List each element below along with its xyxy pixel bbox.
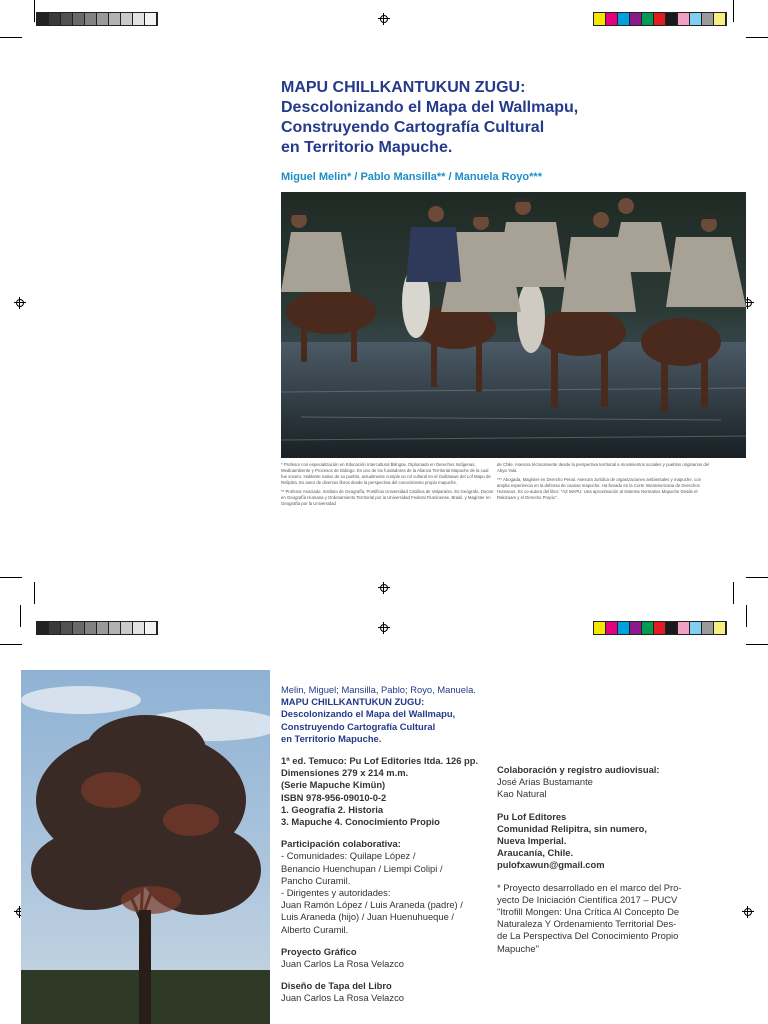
participation-line: - Comunidades: Quilape López / [281, 850, 416, 862]
publisher-name: Pu Lof Editores [497, 810, 567, 822]
color-swatch [642, 13, 654, 25]
project-note-line: Mapuche" [497, 942, 539, 954]
gray-swatch [73, 13, 85, 25]
color-swatch [642, 622, 654, 634]
participation-line: Benancio Huenchupan / Liempi Colipi / [281, 862, 443, 874]
footnote: *** Abogada, Magíster en Derecho Penal. Asesora Jurídica de organizaciones ambientales y mapuche, con amplia experiencia en la defensa de causas mapuche. Ha llevado en la Corte Interamericana de Derechos Humanos. Es co-autora del libro: "AZ MAPU: Una aproximación al Sistema Normativo Mapuche Desde el Rakizuam y el Derecho Propio". [497, 477, 701, 500]
footnote: ** Profesor Asociado, Instituto de Geografía, Pontificia Universidad Católica de Valparaíso. Es Geógrafo, Doctor en Geografía Humana y Ordenamiento Territorial por la Universidad Federal Fluminense, Brasil, y Magíster en Geografía por la Universidad [281, 489, 494, 506]
collaboration-line: José Arias Bustamante [497, 776, 593, 788]
footnotes-left-column [281, 462, 495, 510]
crop-mark [746, 605, 747, 627]
cover-design-name: Juan Carlos La Rosa Velazco [281, 992, 404, 1004]
project-note-line: "Itrofill Mongen: Una Crítica Al Concepto De [497, 906, 680, 918]
gray-swatch [37, 622, 49, 634]
crop-mark [746, 577, 768, 578]
project-note-line: Naturaleza Y Ordenamiento Territorial Des- [497, 918, 677, 930]
crop-mark [733, 0, 734, 22]
gray-swatch [133, 622, 145, 634]
participation-line: Pancho Curamil. [281, 874, 351, 886]
crop-mark [746, 644, 768, 645]
gray-swatch [145, 13, 157, 25]
color-swatch [654, 13, 666, 25]
gray-swatch [121, 622, 133, 634]
article-title-line: Descolonizando el Mapa del Wallmapu, [281, 99, 579, 116]
color-swatch [690, 13, 702, 25]
bibliographic-record [281, 684, 481, 1005]
publisher-line: Araucanía, Chile. [497, 847, 574, 859]
color-swatch [702, 13, 714, 25]
crop-mark [20, 605, 21, 627]
color-swatch [666, 13, 678, 25]
gray-swatch [61, 13, 73, 25]
credits-authors: Melin, Miguel; Mansilla, Pablo; Royo, Manuela. [281, 684, 476, 695]
color-swatch [618, 13, 630, 25]
gray-swatch [37, 13, 49, 25]
crop-mark [746, 37, 768, 38]
color-swatch [666, 622, 678, 634]
color-swatch [606, 13, 618, 25]
color-swatch [714, 13, 726, 25]
graphic-design-heading: Proyecto Gráfico [281, 945, 357, 957]
crop-mark [0, 577, 22, 578]
gray-swatch [97, 13, 109, 25]
gray-swatch [133, 13, 145, 25]
article-title-line: MAPU CHILLKANTUKUN ZUGU: [281, 79, 526, 96]
color-swatch [594, 622, 606, 634]
footnotes-right-column [497, 462, 711, 504]
project-note-line: yecto De Iniciación Científica 2017 – PUCV [497, 893, 678, 905]
article-authors: Miguel Melin* / Pablo Mansilla** / Manuela Royo*** [281, 171, 542, 183]
color-calibration-bar [593, 12, 727, 26]
article-title-line: Construyendo Cartografía Cultural [281, 119, 545, 136]
registration-mark-icon [742, 906, 754, 918]
grayscale-calibration-bar [36, 12, 158, 26]
color-swatch [618, 622, 630, 634]
horse-riders-photo [281, 192, 746, 458]
gray-swatch [109, 622, 121, 634]
color-swatch [594, 13, 606, 25]
publisher-column [497, 764, 717, 955]
color-swatch [702, 622, 714, 634]
color-calibration-bar-lower [593, 621, 727, 635]
edition-line: ISBN 978-956-09010-0-2 [281, 791, 387, 803]
article-title-line: en Territorio Mapuche. [281, 139, 453, 156]
participation-line: Juan Ramón López / Luis Araneda (padre) / [281, 899, 463, 911]
color-swatch [630, 622, 642, 634]
credits-title-line: Construyendo Cartografía Cultural [281, 720, 436, 732]
color-swatch [678, 13, 690, 25]
registration-mark-icon [14, 297, 26, 309]
publisher-line: Nueva Imperial. [497, 835, 567, 847]
crop-mark [0, 37, 22, 38]
color-swatch [654, 622, 666, 634]
color-swatch [630, 13, 642, 25]
cover-design-heading: Diseño de Tapa del Libro [281, 980, 392, 992]
crop-mark [733, 582, 734, 604]
footnote: de Chile. Asesora técnicamente desde la perspectiva territorial a movimientos sociales y pueblos originarios del Abya Yala. [497, 462, 710, 473]
publisher-email: pulofxawun@gmail.com [497, 859, 605, 871]
registration-mark-icon [378, 582, 390, 594]
participation-line: Luis Araneda (hijo) / Juan Huenuhueque / [281, 911, 455, 923]
color-swatch [606, 622, 618, 634]
credits-title-line: MAPU CHILLKANTUKUN ZUGU: [281, 696, 425, 708]
color-swatch [714, 622, 726, 634]
gray-swatch [109, 13, 121, 25]
edition-line: 1ª ed. Temuco: Pu Lof Editories ltda. 126 pp. [281, 755, 479, 767]
collaboration-line: Kao Natural [497, 788, 547, 800]
registration-mark-icon [378, 13, 390, 25]
edition-line: 1. Geografía 2. Historia [281, 803, 384, 815]
tree-photo [21, 670, 270, 1024]
project-note-line: de La Perspectiva Del Conocimiento Propio [497, 930, 679, 942]
participation-line: Alberto Curamil. [281, 923, 349, 935]
gray-swatch [73, 622, 85, 634]
graphic-design-name: Juan Carlos La Rosa Velazco [281, 958, 404, 970]
credits-title-line: en Territorio Mapuche. [281, 732, 382, 744]
project-note-line: * Proyecto desarrollado en el marco del Pro- [497, 881, 682, 893]
gray-swatch [85, 622, 97, 634]
collaboration-heading: Colaboración y registro audiovisual: [497, 764, 660, 775]
gray-swatch [61, 622, 73, 634]
credits-title-line: Descolonizando el Mapa del Wallmapu, [281, 708, 456, 720]
edition-line: 3. Mapuche 4. Conocimiento Propio [281, 816, 440, 828]
edition-line: Dimensiones 279 x 214 m.m. [281, 767, 409, 779]
article-title [281, 78, 751, 158]
participation-heading: Participación colaborativa: [281, 838, 401, 850]
color-swatch [690, 622, 702, 634]
gray-swatch [145, 622, 157, 634]
gray-swatch [85, 13, 97, 25]
crop-mark [0, 644, 22, 645]
gray-swatch [49, 622, 61, 634]
grayscale-calibration-bar-lower [36, 621, 158, 635]
participation-line: - Dirigentes y autoridades: [281, 887, 391, 899]
gray-swatch [97, 622, 109, 634]
gray-swatch [49, 13, 61, 25]
color-swatch [678, 622, 690, 634]
gray-swatch [121, 13, 133, 25]
edition-line: (Serie Mapuche Kimün) [281, 779, 386, 791]
footnote: * Profesor con especialización en Educación Intercultural Bilingüe. Diplomado en Derechos Indígenas, Medioambiente y Procesos de Diálogo. Es uno de los fundadores de la Alianza Territorial Mapuche de la cual fue vocero. Hablante nativo de su pueblo, actualmente cumple un rol cultural en el Guillatuwe del Lof Mapu de Relipitra. Es autor de diversos libros desde la perspectiva del conocimiento propio mapuche. [281, 462, 491, 485]
registration-mark-icon [378, 622, 390, 634]
publisher-line: Comunidad Relipitra, sin numero, [497, 822, 648, 834]
crop-mark [34, 0, 35, 22]
crop-mark [34, 582, 35, 604]
